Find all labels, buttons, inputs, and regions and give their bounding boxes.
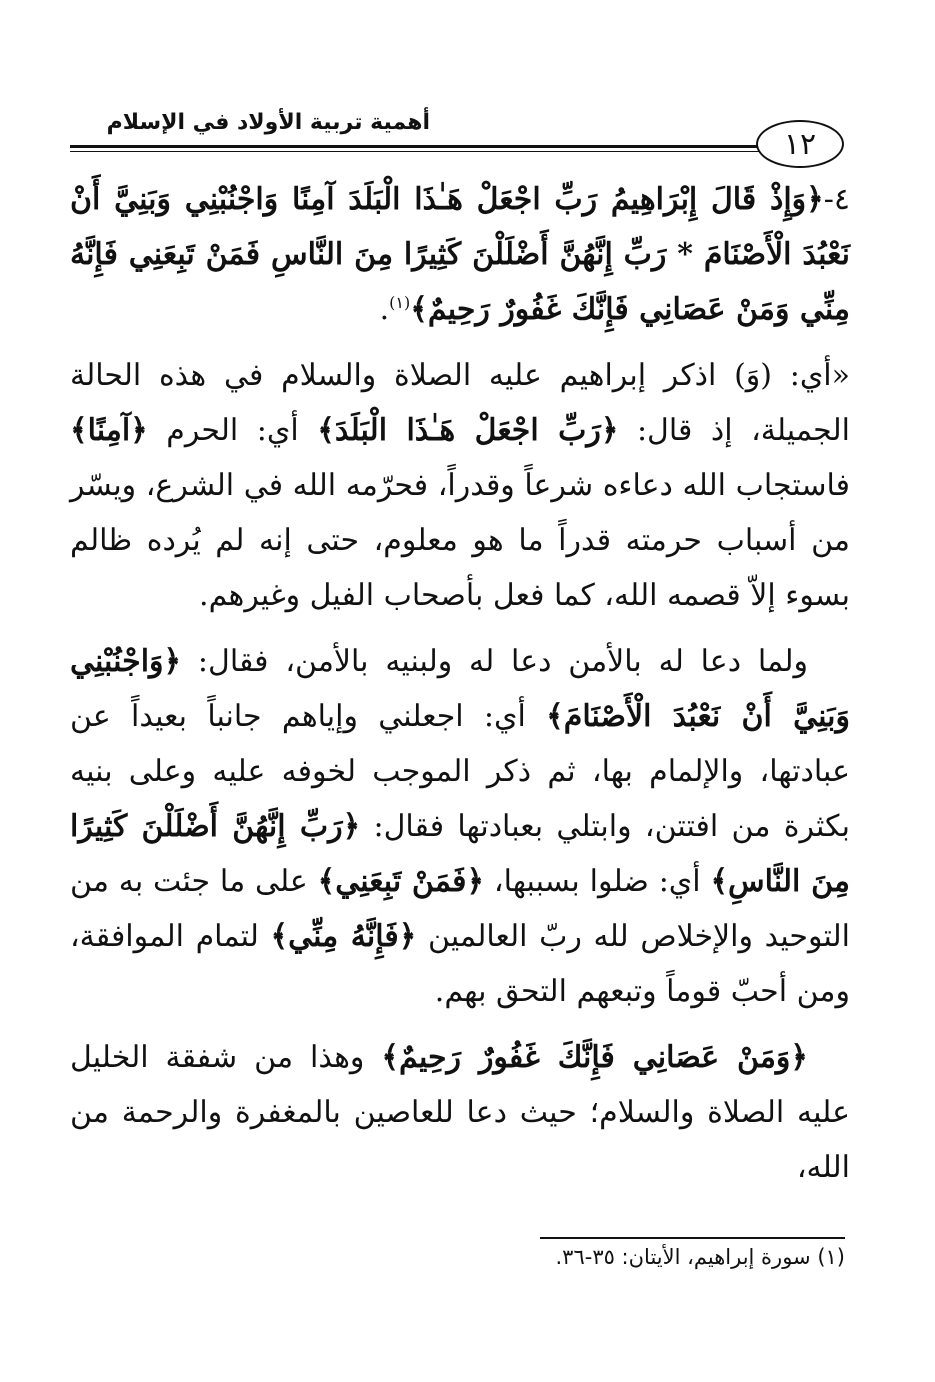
text-run: ٤-	[823, 182, 850, 217]
running-header-title: أهمية تربية الأولاد في الإسلام	[106, 110, 430, 135]
quran-verse: ﴿فَإِنَّهُ مِنِّي﴾	[270, 919, 417, 954]
footnote-marker: (١)	[389, 293, 411, 312]
quran-verse: ﴿وَاجْنُبْنِي وَبَنِيَّ أَنْ نَعْبُدَ الْأَصْنَامَ﴾	[70, 644, 850, 734]
header-rule-thin	[70, 151, 760, 152]
text-run: فاستجاب الله دعاءه شرعاً وقدراً، فحرّمه الله في الشرع، ويسّر من أسباب حرمته قدراً ما هو معلوم، حتى إنه لم يُرده ظالم بسوء إلاّ قصمه الله، كما فعل بأصحاب الفيل وغيرهم.	[70, 468, 850, 613]
page-number-badge	[756, 120, 844, 168]
text-run: ولما دعا له بالأمن دعا له ولبنيه بالأمن، فقال:	[181, 644, 808, 679]
text-run: .	[379, 292, 390, 327]
text-run: وهذا من شفقة الخليل عليه الصلاة والسلام؛ حيث دعا للعاصين بالمغفرة والرحمة من الله،	[70, 1040, 850, 1185]
footnote: (١) سورة إبراهيم، الأيتان: ٣٥-٣٦.	[555, 1245, 845, 1269]
quran-verse: ﴿رَبِّ إِنَّهُنَّ أَضْلَلْنَ كَثِيرًا مِنَ النَّاسِ﴾	[70, 809, 850, 899]
quran-verse: ﴿وَإِذْ قَالَ إِبْرَاهِيمُ رَبِّ اجْعَلْ هَـٰذَا الْبَلَدَ آمِنًا وَاجْنُبْنِي وَبَنِيَّ أَنْ نَعْبُدَ الْأَصْنَامَ * رَبِّ إِنَّهُنَّ أَضْلَلْنَ كَثِيرًا مِنَ النَّاسِ فَمَنْ تَبِعَنِي فَإِنَّهُ مِنِّي وَمَنْ عَصَانِي فَإِنَّكَ غَفُورٌ رَحِيمٌ﴾	[70, 182, 850, 327]
text-run: أي: الحرم	[147, 413, 318, 448]
footnote-rule	[540, 1237, 845, 1239]
page-body	[70, 172, 850, 1206]
paragraph-2	[70, 348, 850, 623]
quran-verse: ﴿فَمَنْ تَبِعَنِي﴾	[317, 864, 485, 899]
paragraph-4	[70, 1030, 850, 1195]
text-run: أي: ضلوا بسببها،	[484, 864, 711, 899]
quran-verse: ﴿آمِنًا﴾	[70, 413, 148, 448]
quran-verse: ﴿رَبِّ اجْعَلْ هَـٰذَا الْبَلَدَ﴾	[317, 413, 619, 448]
text-run: على ما جئت به من التوحيد والإخلاص لله ربّ العالمين	[70, 864, 851, 954]
text-run: «أي: (وَ) اذكر إبراهيم عليه الصلاة والسلام في هذه الحالة الجميلة، إذ قال:	[70, 358, 851, 448]
quran-verse: ﴿وَمَنْ عَصَانِي فَإِنَّكَ غَفُورٌ رَحِيمٌ﴾	[381, 1040, 808, 1075]
paragraph-1	[70, 172, 850, 337]
text-run: أي: اجعلني وإياهم جانباً بعيداً عن عبادتها، والإلمام بها، ثم ذكر الموجب لخوفه عليه وعلى بنيه بكثرة من افتتن، وابتلي بعبادتها فقال:	[70, 699, 850, 844]
header-rule	[70, 145, 760, 148]
text-run: لتمام الموافقة، ومن أحبّ قوماً وتبعهم التحق بهم.	[70, 919, 850, 1009]
paragraph-3	[70, 634, 850, 1019]
page-number: ١٢	[783, 126, 817, 162]
